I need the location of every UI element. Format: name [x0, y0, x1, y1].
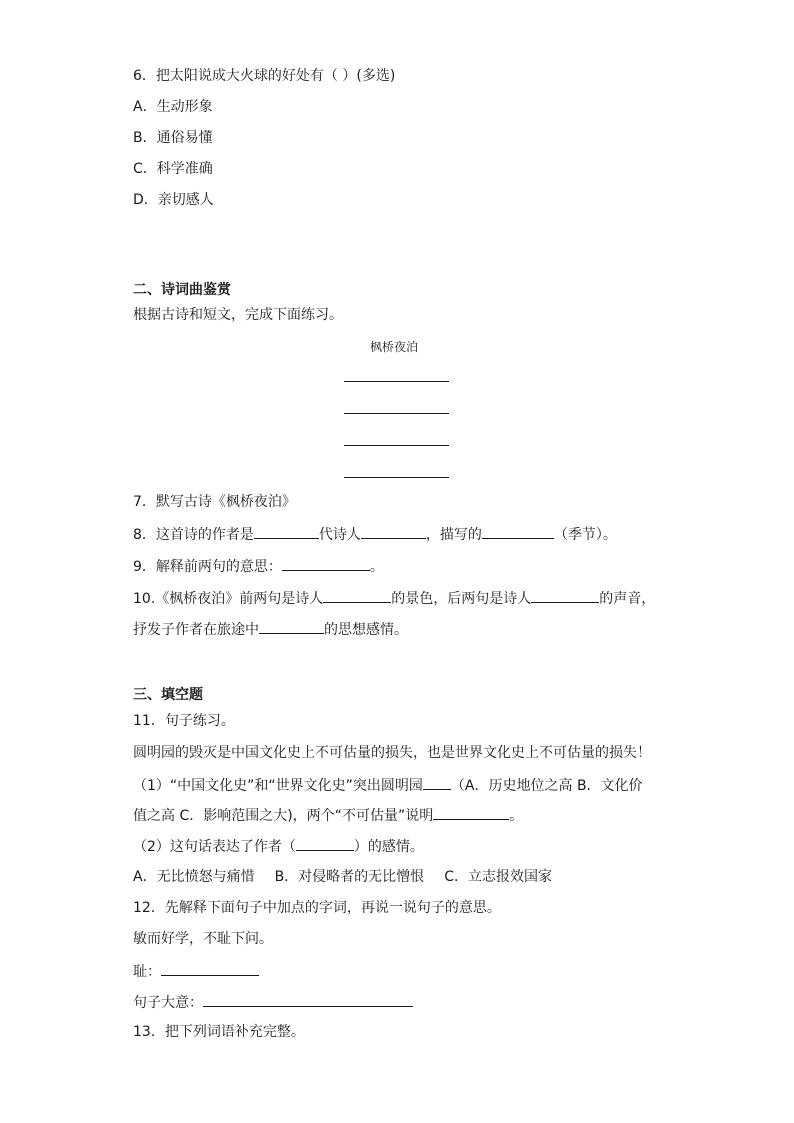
- q9-text-b: 。: [369, 559, 384, 575]
- poem-blank-line-2[interactable]: [344, 413, 449, 414]
- q12-sentence: 敏而好学，不耻下问。: [133, 931, 273, 947]
- section-heading-fill-in: 三、填空题: [133, 687, 203, 703]
- q11-option-c: C．立志报效国家: [444, 869, 552, 885]
- q11-p1-text-a: （1）“中国文化史”和“世界文化史”突出圆明园: [133, 778, 423, 794]
- q11-blank-explain[interactable]: [433, 804, 509, 820]
- q11-p1-text-d: 。: [509, 808, 524, 824]
- q11-part1-line-2: [133, 804, 523, 826]
- q12-blank-chi[interactable]: [161, 960, 259, 976]
- q10-blank-scene[interactable]: [323, 587, 391, 603]
- section-instruction: 根据古诗和短文，完成下面练习。: [133, 307, 343, 323]
- q7-stem: 7．默写古诗《枫桥夜泊》: [133, 494, 296, 510]
- q11-options: [133, 867, 552, 887]
- poem-blank-line-1[interactable]: [344, 381, 449, 382]
- q8-text-a: 8．这首诗的作者是: [133, 527, 254, 543]
- q11-part2-line: [133, 835, 424, 857]
- q10-text-c: 的声音，: [599, 591, 656, 607]
- q9-line: [133, 555, 384, 577]
- q10-text-e: 的思想感情。: [324, 622, 408, 638]
- q11-blank-feeling[interactable]: [296, 835, 354, 851]
- q8-text-d: （季节）。: [553, 527, 617, 543]
- q10-blank-feeling[interactable]: [259, 618, 324, 634]
- q11-p2-text-a: （2）这句话表达了作者（: [133, 839, 296, 855]
- q8-blank-poet[interactable]: [361, 523, 426, 539]
- q10-text-b: 的景色，后两句是诗人: [391, 591, 532, 607]
- q11-stem: 11．句子练习。: [133, 713, 235, 729]
- q8-line: [133, 523, 617, 545]
- q10-text-d: 抒发子作者在旅途中: [133, 622, 259, 638]
- q12-chi-line: [133, 960, 259, 982]
- q11-p1-text-b: （A．历史地位之高 B．文化价: [450, 778, 643, 794]
- q8-blank-season[interactable]: [482, 523, 554, 539]
- poem-blank-line-3[interactable]: [344, 445, 449, 446]
- section-heading-poetry: 二、诗词曲鉴赏: [133, 282, 231, 298]
- q8-text-b: 代诗人: [318, 527, 361, 543]
- q11-part1-line-1: [133, 774, 643, 796]
- q12-meaning-label: 句子大意：: [133, 995, 203, 1011]
- q9-blank-meaning[interactable]: [282, 555, 370, 571]
- q11-blank-choice[interactable]: [423, 774, 451, 790]
- q13-stem: 13．把下列词语补充完整。: [133, 1024, 305, 1040]
- q11-option-b: B．对侵略者的无比憎恨: [274, 869, 425, 885]
- q11-option-a: A．无比愤怒与痛惜: [133, 869, 255, 885]
- q12-chi-label: 耻：: [133, 964, 161, 980]
- q10-text-a: 10.《枫桥夜泊》前两句是诗人: [133, 591, 324, 607]
- q6-option-c: C．科学准确: [133, 161, 213, 177]
- q6-option-b: B．通俗易懂: [133, 130, 213, 146]
- q6-option-d: D．亲切感人: [133, 192, 214, 208]
- poem-title: 枫桥夜泊: [370, 340, 419, 354]
- q10-line-2: [133, 618, 408, 640]
- poem-blank-line-4[interactable]: [344, 477, 449, 478]
- q12-blank-meaning[interactable]: [203, 991, 413, 1007]
- q11-p1-text-c: 值之高 C．影响范围之大)，两个“不可估量”说明: [133, 808, 434, 824]
- q12-meaning-line: [133, 991, 413, 1013]
- q10-blank-sound[interactable]: [531, 587, 599, 603]
- q12-stem: 12．先解释下面句子中加点的字词，再说一说句子的意思。: [133, 900, 501, 916]
- q11-p2-text-b: ）的感情。: [353, 839, 424, 855]
- q9-text-a: 9．解释前两句的意思：: [133, 559, 282, 575]
- q11-sentence: 圆明园的毁灭是中国文化史上不可估量的损失，也是世界文化史上不可估量的损失！: [133, 745, 651, 761]
- q6-option-a: A．生动形象: [133, 99, 213, 115]
- q6-stem: 6．把太阳说成大火球的好处有（ ）(多选): [133, 68, 396, 84]
- q8-blank-dynasty[interactable]: [254, 523, 319, 539]
- q10-line-1: [133, 587, 655, 609]
- q8-text-c: ，描写的: [425, 527, 482, 543]
